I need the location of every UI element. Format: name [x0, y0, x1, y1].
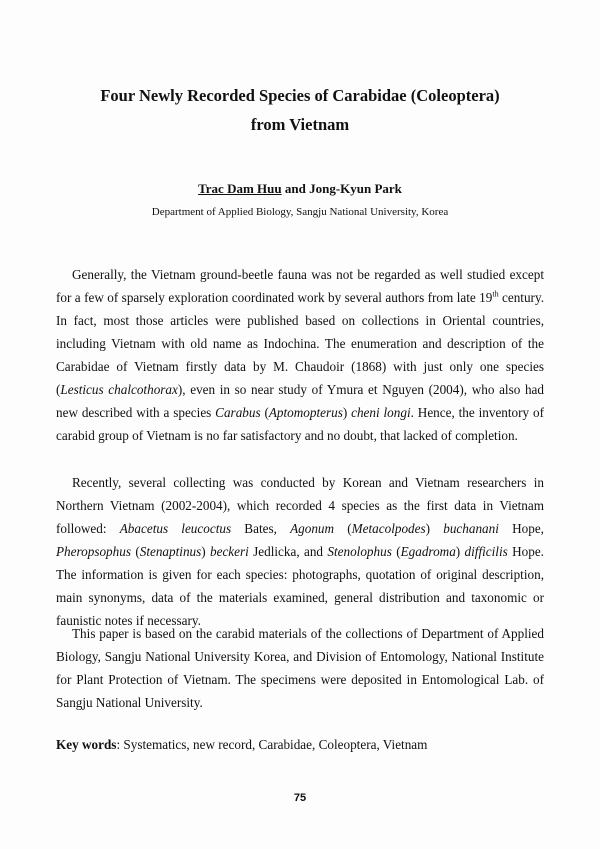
p2-subgenus-4: Egadroma: [400, 544, 456, 559]
p2-text-4: ): [425, 521, 444, 536]
p2-genus-4: Stenolophus: [327, 544, 392, 559]
abstract-paragraph-2: [56, 471, 544, 632]
p1-text-2: century. In fact, most those articles were published based on collections in Oriental countries, including Vietnam with old name as Indochina. The enumeration and description of the Carabidae of Vietnam firstly data by M. Chaudoir (1868) with just only one species (: [56, 290, 544, 397]
p2-genus-2: Agonum: [290, 521, 335, 536]
p2-subgenus-3: Stenaptinus: [139, 544, 202, 559]
p1-species-1: Lesticus chalcothorax: [60, 382, 178, 397]
keywords-text: : Systematics, new record, Carabidae, Coleoptera, Vietnam: [116, 737, 428, 752]
keywords-line: [56, 735, 544, 755]
p1-species-2: cheni longi: [351, 405, 411, 420]
p2-text-11: Hope. The information is given for each species: photographs, quotation of original description, main synonyms, data of the materials examined, general distribution and taxonomic or faunistic notes if necessary.: [56, 544, 544, 628]
affiliation: Department of Applied Biology, Sangju National University, Korea: [151, 206, 449, 218]
paper-title-line-1: Four Newly Recorded Species of Carabidae (Coleoptera): [100, 86, 500, 105]
p2-subgenus-2: Metacolpodes: [351, 521, 426, 536]
p1-superscript: th: [492, 289, 499, 299]
p2-genus-3: Pheropsophus: [56, 544, 131, 559]
p2-species-3: beckeri: [210, 544, 249, 559]
p2-text-8: Jedlicka, and: [248, 544, 328, 559]
p1-genus: Carabus: [215, 405, 261, 420]
p2-species-2: buchanani: [443, 521, 499, 536]
author-second: Jong-Kyun Park: [309, 181, 402, 196]
page-number: 75: [293, 792, 307, 804]
p1-text-6: . Hence, the inventory of carabid group of Vietnam is no far satisfactory and no doubt, that lacked of completion.: [56, 405, 544, 443]
p2-text-10: ): [455, 544, 465, 559]
author-line: [40, 180, 560, 198]
keywords-label: Key words: [56, 737, 117, 752]
p2-text-1: Recently, several collecting was conducted by Korean and Vietnam researchers in Northern Vietnam (2002-2004), which recorded 4 species as the first data in Vietnam followed:: [56, 475, 544, 536]
p1-text-1: Generally, the Vietnam ground-beetle fauna was not be regarded as well studied except for a few of sparsely exploration coordinated work by several authors from late 19: [56, 267, 544, 305]
p1-text-5: ): [342, 405, 352, 420]
p2-text-7: ): [201, 544, 210, 559]
p2-text-9: (: [391, 544, 401, 559]
paper-title-line-2: from Vietnam: [250, 115, 350, 134]
p2-text-2: Bates,: [231, 521, 291, 536]
p1-text-4: (: [260, 405, 269, 420]
abstract-paragraph-1: [56, 263, 544, 447]
p1-subgenus: Aptomopterus: [268, 405, 343, 420]
p2-species-4: difficilis: [464, 544, 508, 559]
p1-text-3: ), even in so near study of Ymura et Nguyen (2004), who also had new described with a species: [56, 382, 545, 420]
p2-text-3: (: [334, 521, 352, 536]
p2-text-6: (: [130, 544, 140, 559]
author-first: Trac Dam Huu: [198, 181, 282, 196]
author-joiner: and: [281, 181, 310, 196]
p3-text: This paper is based on the carabid materials of the collections of Department of Applied Biology, Sangju National University Korea, and Division of Entomology, National Institute for Plant Protection of Vietnam. The specimens were deposited in Entomological Lab. of Sangju National University.: [56, 626, 544, 710]
abstract-paragraph-3: [56, 622, 544, 714]
p2-species-1: Abacetus leucoctus: [119, 521, 232, 536]
p2-text-5: Hope,: [498, 521, 544, 536]
